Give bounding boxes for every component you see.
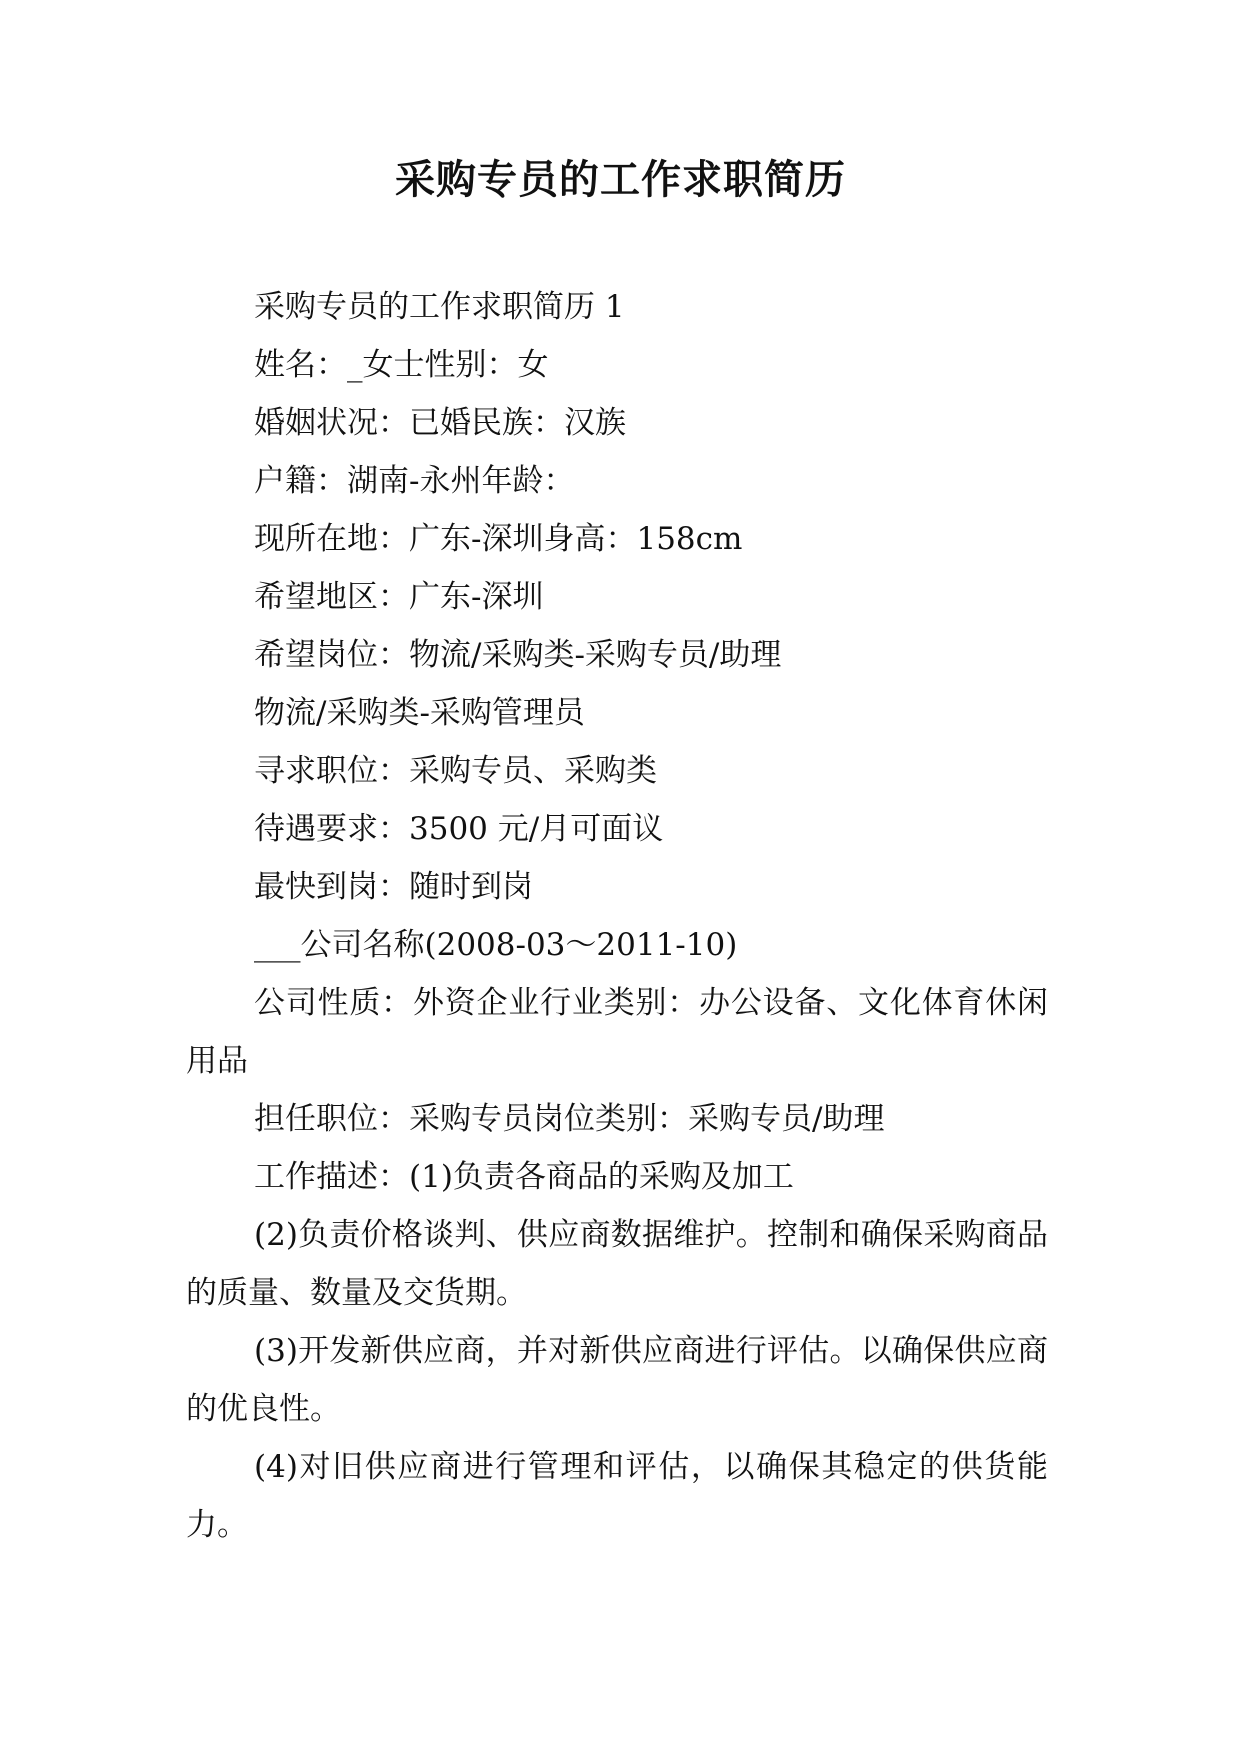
paragraph-name-gender: 姓名：_女士性别：女	[254, 347, 549, 383]
paragraph-job-title: 担任职位：采购专员岗位类别：采购专员/助理	[254, 1101, 885, 1137]
paragraph-marital-ethnicity: 婚姻状况：已婚民族：汉族	[254, 405, 626, 441]
paragraph-job-description-4: (4)对旧供应商进行管理和评估，以确保其稳定的供货能力。	[186, 1449, 1048, 1543]
document-body	[186, 278, 1048, 1554]
paragraph-household-age: 户籍：湖南-永州年龄：	[254, 463, 575, 499]
paragraph-heading: 采购专员的工作求职简历 1	[254, 289, 625, 325]
document-title: 采购专员的工作求职简历	[395, 157, 846, 203]
paragraph-company-type: 公司性质：外资企业行业类别：办公设备、文化体育休闲用品	[186, 985, 1048, 1079]
paragraph-company: ___公司名称(2008-03～2011-10)	[254, 927, 738, 963]
paragraph-job-description-2: (2)负责价格谈判、供应商数据维护。控制和确保采购商品的质量、数量及交货期。	[186, 1217, 1048, 1311]
paragraph-job-description-3: (3)开发新供应商，并对新供应商进行评估。以确保供应商的优良性。	[186, 1333, 1048, 1427]
paragraph-salary: 待遇要求：3500 元/月可面议	[254, 811, 664, 847]
paragraph-seeking-position: 寻求职位：采购专员、采购类	[254, 753, 657, 789]
paragraph-start-date: 最快到岗：随时到岗	[254, 869, 533, 905]
paragraph-desired-position-2: 物流/采购类-采购管理员	[254, 695, 585, 731]
paragraph-desired-position: 希望岗位：物流/采购类-采购专员/助理	[254, 637, 782, 673]
paragraph-desired-region: 希望地区：广东-深圳	[254, 579, 544, 615]
paragraph-job-description-1: 工作描述：(1)负责各商品的采购及加工	[254, 1159, 794, 1195]
paragraph-location-height: 现所在地：广东-深圳身高：158cm	[254, 521, 743, 557]
